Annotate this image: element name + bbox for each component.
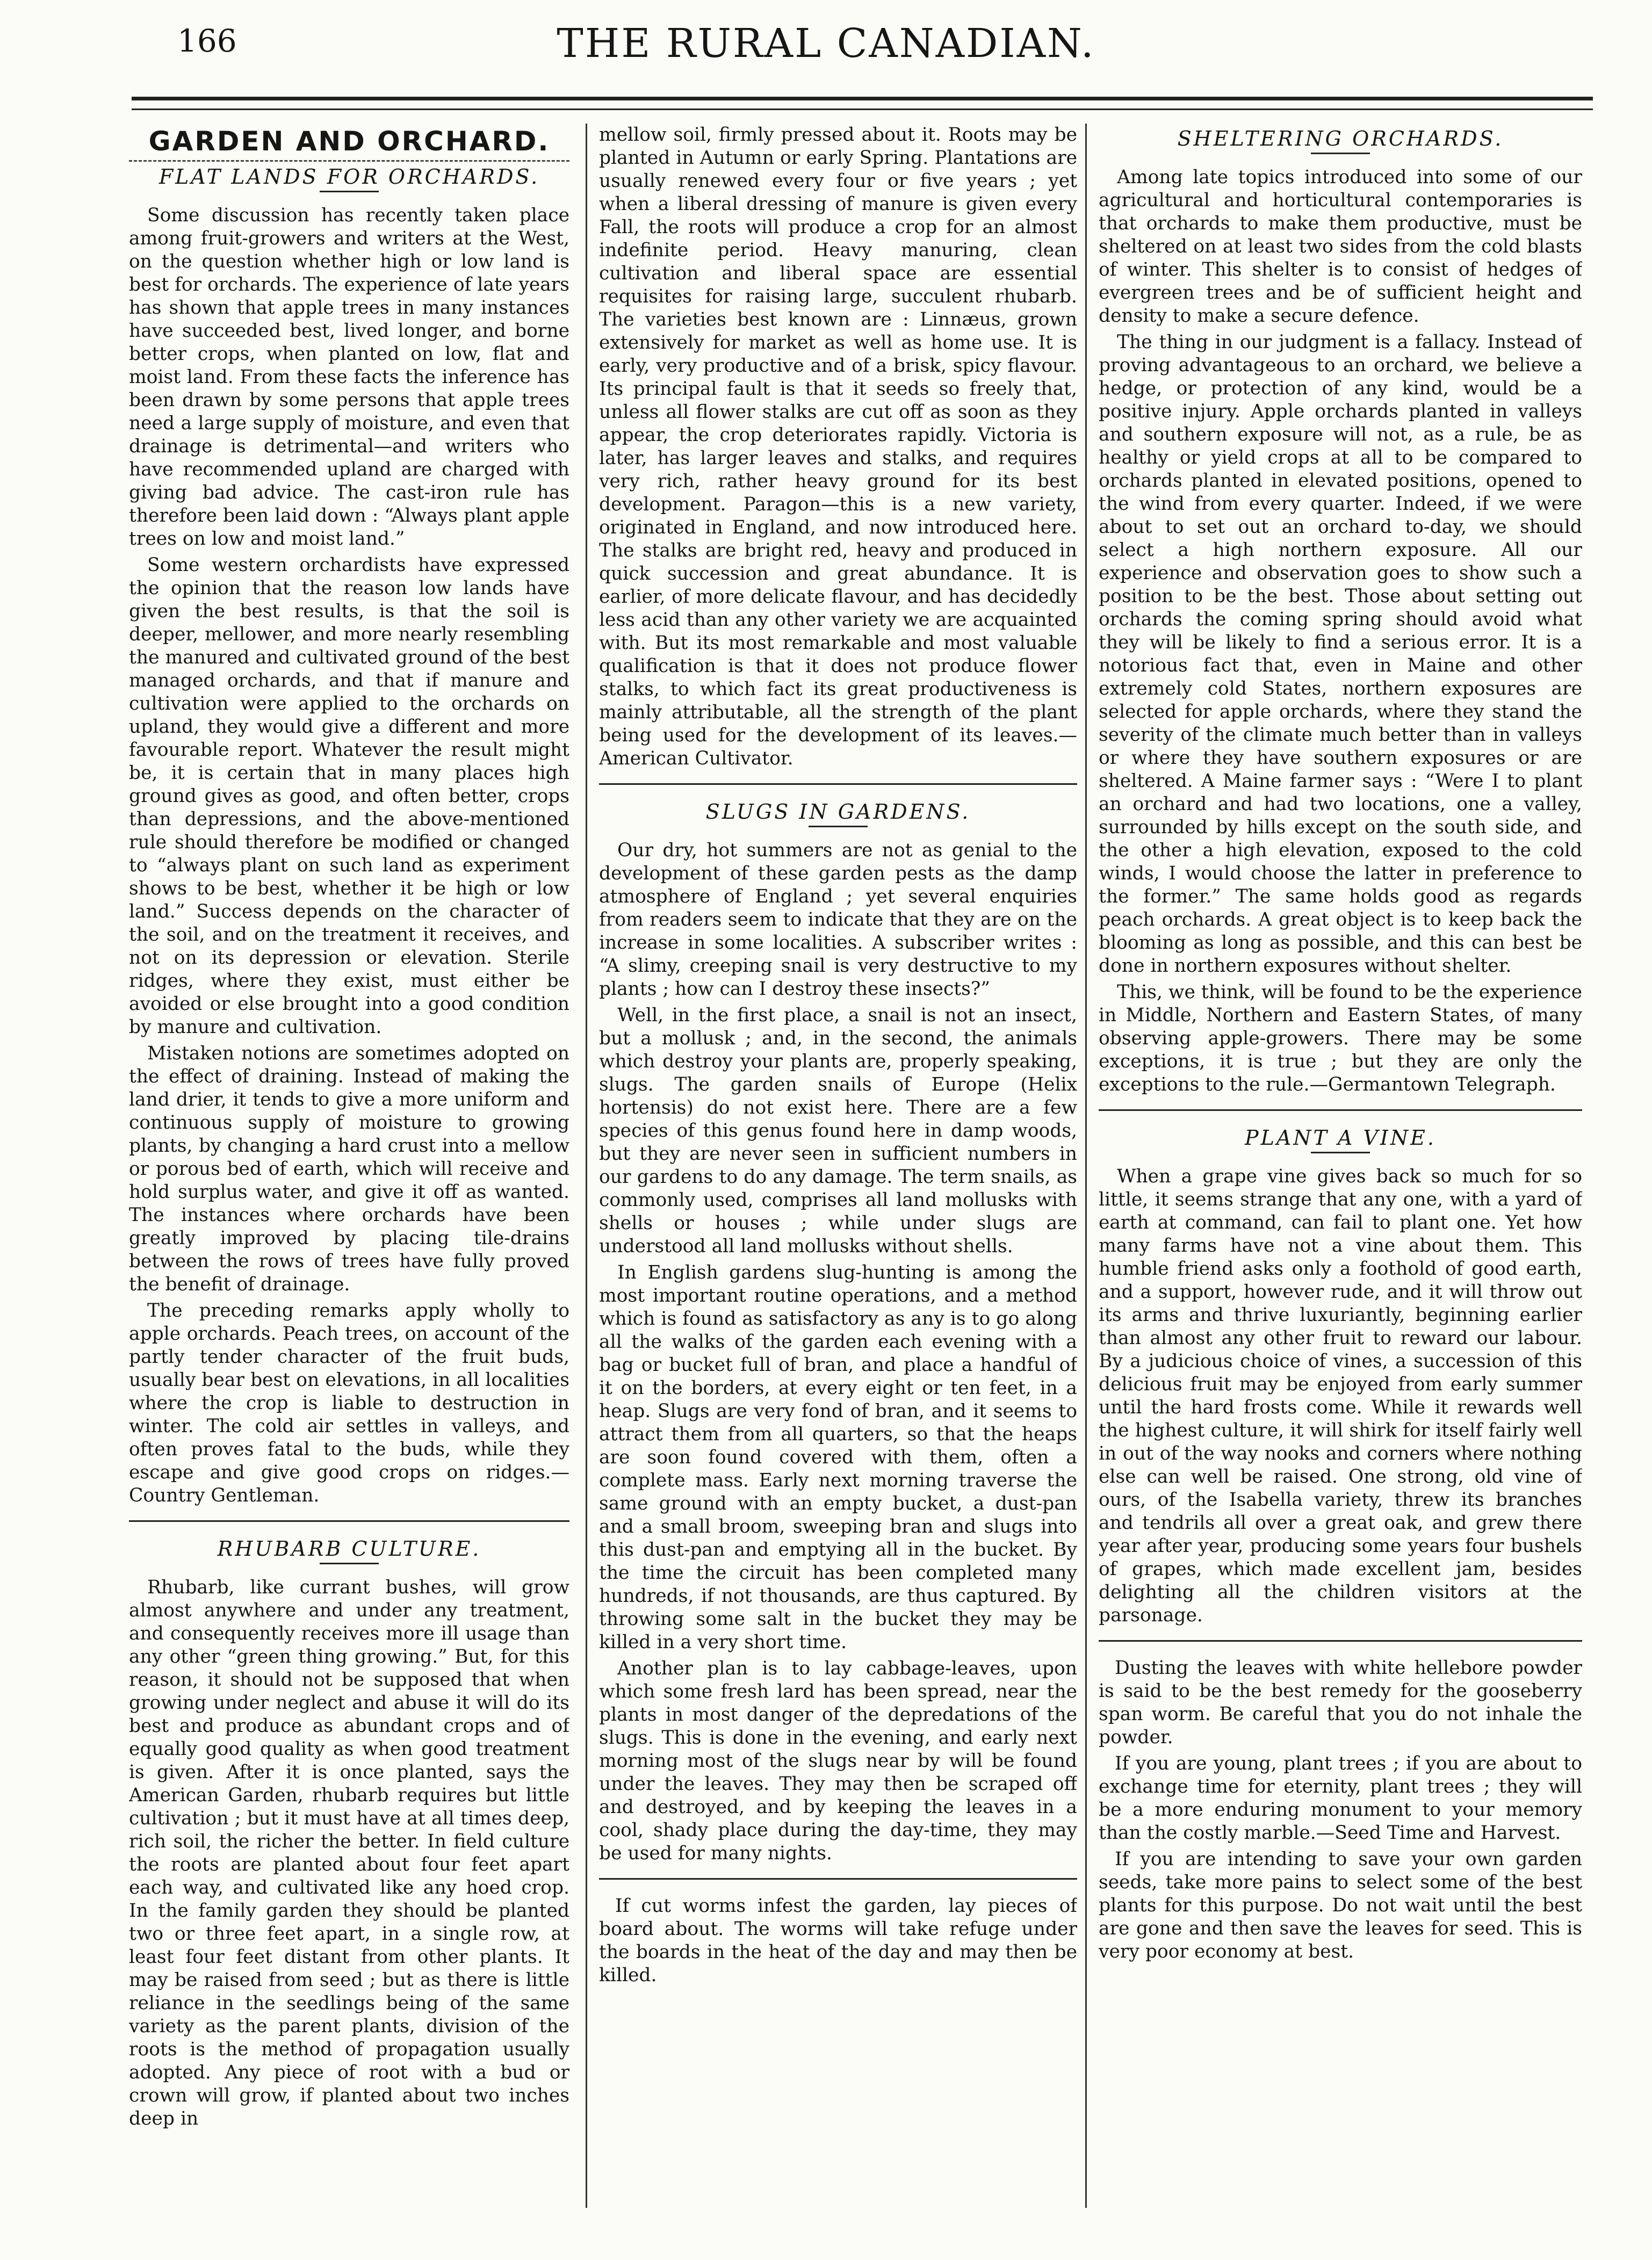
- article-paragraph: Another plan is to lay cabbage-leaves, upon which some fresh lard has been spread, near the plants in most danger of the depredations of the slugs. This is done in the evening, and early next morning most of the slugs near by will be found under the leaves. They may then be scraped off and destroyed, and by keeping the leaves in a cool, shady place during the day-time, they may be used for many nights.: [599, 1658, 1077, 1864]
- article-paragraph: The preceding remarks apply wholly to apple orchards. Peach trees, on account of the partly tender character of the fruit buds, usually bear best on elevations, in all localities where the crop is liable to destruction in winter. The cold air settles in valleys, and often proves fatal to the buds, while they escape and give good crops on ridges.—Country Gentleman.: [129, 1300, 569, 1506]
- article-title: RHUBARB CULTURE.: [217, 1537, 481, 1561]
- article-paragraph: Rhubarb, like currant bushes, will grow almost anywhere and under any treatment, and consequently receives more ill usage than any other “green thing growing.” But, for this reason, it should not be supposed that when growing under neglect and abuse it will do its best and produce as abundant crops and of equally good quality as when good treatment is given. After it is once planted, says the American Garden, rhubarb requires but little cultivation ; but it must have at all times deep, rich soil, the richer the better. In field culture the roots are planted about four feet apart each way, and cultivated like any hoed crop. In the family garden they should be planted two or three feet apart, in a single row, at least four feet distant from other plants. It may be raised from seed ; but as there is little reliance in the seedlings being of the same variety as the parent plants, division of the roots is the method of propagation usually adopted. Any piece of root with a bud or crown will grow, if planted about two inches deep in: [129, 1577, 569, 2129]
- note-paragraph: If you are young, plant trees ; if you are about to exchange time for eternity, plant trees ; they will be a more enduring monument to your memory than the costly marble.—Seed Time and Harvest.: [1099, 1753, 1582, 1844]
- column-divider: [586, 124, 587, 2208]
- article-paragraph: When a grape vine gives back so much for so little, it seems strange that any one, with a yard of earth at command, can fail to plant one. Yet how many farms have not a vine about them. This humble friend asks only a foothold of good earth, and a support, however rude, and it will throw out its arms and thrive luxuriantly, beginning earlier than almost any other fruit to reward our labour. By a judicious choice of vines, a succession of this delicious fruit may be enjoyed from early summer until the hard frosts come. While it rewards well the highest culture, it will shirk for itself fairly well in out of the way nooks and corners where nothing else can well be raised. One strong, old vine of ours, of the Isabella variety, threw its branches and tendrils all over a great oak, and grew there year after year, producing some years four bushels of grapes, which made excellent jam, besides delighting all the children visitors at the parsonage.: [1099, 1166, 1582, 1626]
- article-separator: [599, 783, 1077, 785]
- column-2: [599, 124, 1077, 2213]
- article-paragraph: This, we think, will be found to be the experience in Middle, Northern and Eastern States, of many observing apple-growers. There may be some exceptions, it is true ; but they are only the exceptions to the rule.—Germantown Telegraph.: [1099, 981, 1582, 1095]
- publication-title: THE RURAL CANADIAN.: [557, 20, 1095, 67]
- article-paragraph: Mistaken notions are sometimes adopted on the effect of draining. Instead of making the land drier, it tends to give a more uniform and continuous supply of moisture to growing plants, by changing a hard crust into a mellow or porous bed of earth, which will receive and hold surplus water, and give it off as wanted. The instances where orchards have been greatly improved by placing tile-drains between the rows of trees have fully proved the benefit of drainage.: [129, 1043, 569, 1295]
- article-paragraph: In English gardens slug-hunting is among the most important routine operations, and a method which is found as satisfactory as any is to go along all the walks of the garden each evening with a bag or bucket full of bran, and place a handful of it on the borders, at every eight or ten feet, in a heap. Slugs are very fond of bran, and it seems to attract them from all quarters, so that the heaps are soon found covered with them, often a complete mass. Early next morning traverse the same ground with an empty bucket, a dust-pan and a small broom, sweeping bran and slugs into this dust-pan and emptying all in the bucket. By the time the circuit has been completed many hundreds, if not thousands, are thus captured. By throwing some salt in the bucket they may be killed in a very short time.: [599, 1262, 1077, 1653]
- title-rule: [320, 1563, 379, 1564]
- column-1: [129, 124, 569, 2213]
- column-3: [1099, 124, 1582, 2213]
- note-paragraph: If cut worms infest the garden, lay pieces of board about. The worms will take refuge under the boards in the heat of the day and may then be killed.: [599, 1895, 1077, 1986]
- article-title: FLAT LANDS FOR ORCHARDS.: [158, 165, 540, 189]
- article-title: SLUGS IN GARDENS.: [705, 800, 971, 824]
- article-paragraph: Our dry, hot summers are not as genial to the development of these garden pests as the damp atmosphere of England ; yet several enquiries from readers seem to indicate that they are on the increase in some localities. A subscriber writes : “A slimy, creeping snail is very destructive to my plants ; how can I destroy these insects?”: [599, 840, 1077, 1000]
- column-divider: [1085, 124, 1087, 2208]
- page-header: [0, 16, 1652, 91]
- article-paragraph: Some discussion has recently taken place among fruit-growers and writers at the West, on the question whether high or low land is best for orchards. The experience of late years has shown that apple trees in many instances have succeeded best, lived longer, and borne better crops, when planted on low, flat and moist land. From these facts the inference has been drawn by some persons that apple trees need a large supply of moisture, and even that drainage is detrimental—and writers who have recommended upland are charged with giving bad advice. The cast-iron rule has therefore been laid down : “Always plant apple trees on low and moist land.”: [129, 205, 569, 550]
- article-separator: [1099, 1109, 1582, 1111]
- section-heading: GARDEN AND ORCHARD.: [129, 126, 569, 162]
- header-rule-thick: [132, 97, 1593, 100]
- note-paragraph: If you are intending to save your own garden seeds, take more pains to select some of the best plants for this purpose. Do not wait until the best are gone and then save the leaves for seed. This is very poor economy at best.: [1099, 1849, 1582, 1962]
- title-rule: [809, 826, 868, 827]
- header-rule-thin: [132, 109, 1593, 110]
- article-title: SHELTERING ORCHARDS.: [1177, 127, 1504, 150]
- article-paragraph: The thing in our judgment is a fallacy. Instead of proving advantageous to an orchard, we believe a hedge, or protection of any kind, would be a positive injury. Apple orchards planted in valleys and southern exposure will not, as a rule, be as healthy or yield crops at all to be compared to orchards planted in elevated positions, opened to the wind from every quarter. Indeed, if we were about to set out an orchard to-day, we should select a high northern exposure. All our experience and observation goes to show such a position to be the best. Those about setting out orchards the coming spring should avoid what they will be likely to find a serious error. It is a notorious fact that, even in Maine and other extremely cold States, northern exposures are selected for apple orchards, where they stand the severity of the climate much better than in valleys or where they have southern exposures or are sheltered. A Maine farmer says : “Were I to plant an orchard and had two locations, one a valley, surrounded by hills except on the south side, and the other a high elevation, exposed to the cold winds, I would choose the latter in preference to the former.” The same holds good as regards peach orchards. A great object is to keep back the blooming as long as possible, and this can best be done in northern exposures without shelter.: [1099, 331, 1582, 977]
- article-title: PLANT A VINE.: [1245, 1126, 1436, 1150]
- article-separator: [599, 1878, 1077, 1880]
- article-separator: [1099, 1640, 1582, 1642]
- title-rule: [1311, 1152, 1370, 1153]
- title-rule: [1311, 153, 1370, 154]
- article-paragraph: Some western orchardists have expressed the opinion that the reason low lands have given the best results, is that the soil is deeper, mellower, and more nearly resembling the manured and cultivated ground of the best managed orchards, and that if manure and cultivation were applied to the orchards on upland, they would give a different and more favourable report. Whatever the result might be, it is certain that in many places high ground gives as good, and often better, crops than depressions, and the above-mentioned rule should therefore be modified or changed to “always plant on such land as experiment shows to be best, whether it be high or low land.” Success depends on the character of the soil, and on the treatment it receives, and not on its depression or elevation. Sterile ridges, where they exist, must either be avoided or else brought into a good condition by manure and cultivation.: [129, 554, 569, 1038]
- article-paragraph: Well, in the first place, a snail is not an insect, but a mollusk ; and, in the second, the animals which destroy your plants are, properly speaking, slugs. The garden snails of Europe (Helix hortensis) do not exist here. There are a few species of this genus found here in damp woods, but they are never seen in sufficient numbers in our gardens to do any damage. The term snails, as commonly used, comprises all land mollusks with shells or houses ; while under slugs are understood all land mollusks without shells.: [599, 1005, 1077, 1257]
- page-number: 166: [177, 23, 237, 59]
- article-paragraph: mellow soil, firmly pressed about it. Roots may be planted in Autumn or early Spring. Plantations are usually renewed every four or five years ; yet when a liberal dressing of manure is given every Fall, the roots will produce a crop for an almost indefinite period. Heavy manuring, clean cultivation and liberal space are essential requisites for raising large, succulent rhubarb. The varieties best known are : Linnæus, grown extensively for market as well as home use. It is early, very productive and of a brisk, spicy flavour. Its principal fault is that it seeds so freely that, unless all flower stalks are cut off as soon as they appear, the crop deteriorates rapidly. Victoria is later, has larger leaves and stalks, and requires very rich, rather heavy ground for its best development. Paragon—this is a new variety, originated in England, and now introduced here. The stalks are bright red, heavy and produced in quick succession and great abundance. It is earlier, of more delicate flavour, and has decidedly less acid than any other variety we are acquainted with. But its most remarkable and most valuable qualification is that it does not produce flower stalks, to which fact its great productiveness is mainly attributable, all the strength of the plant being used for the development of its leaves.—American Cultivator.: [599, 124, 1077, 769]
- note-paragraph: Dusting the leaves with white hellebore powder is said to be the best remedy for the gooseberry span worm. Be careful that you do not inhale the powder.: [1099, 1657, 1582, 1748]
- title-rule: [320, 191, 379, 192]
- article-paragraph: Among late topics introduced into some of our agricultural and horticultural contemporaries is that orchards to make them productive, must be sheltered on at least two sides from the cold blasts of winter. This shelter is to consist of hedges of evergreen trees and be of sufficient height and density to make a secure defence.: [1099, 167, 1582, 327]
- article-separator: [129, 1520, 569, 1522]
